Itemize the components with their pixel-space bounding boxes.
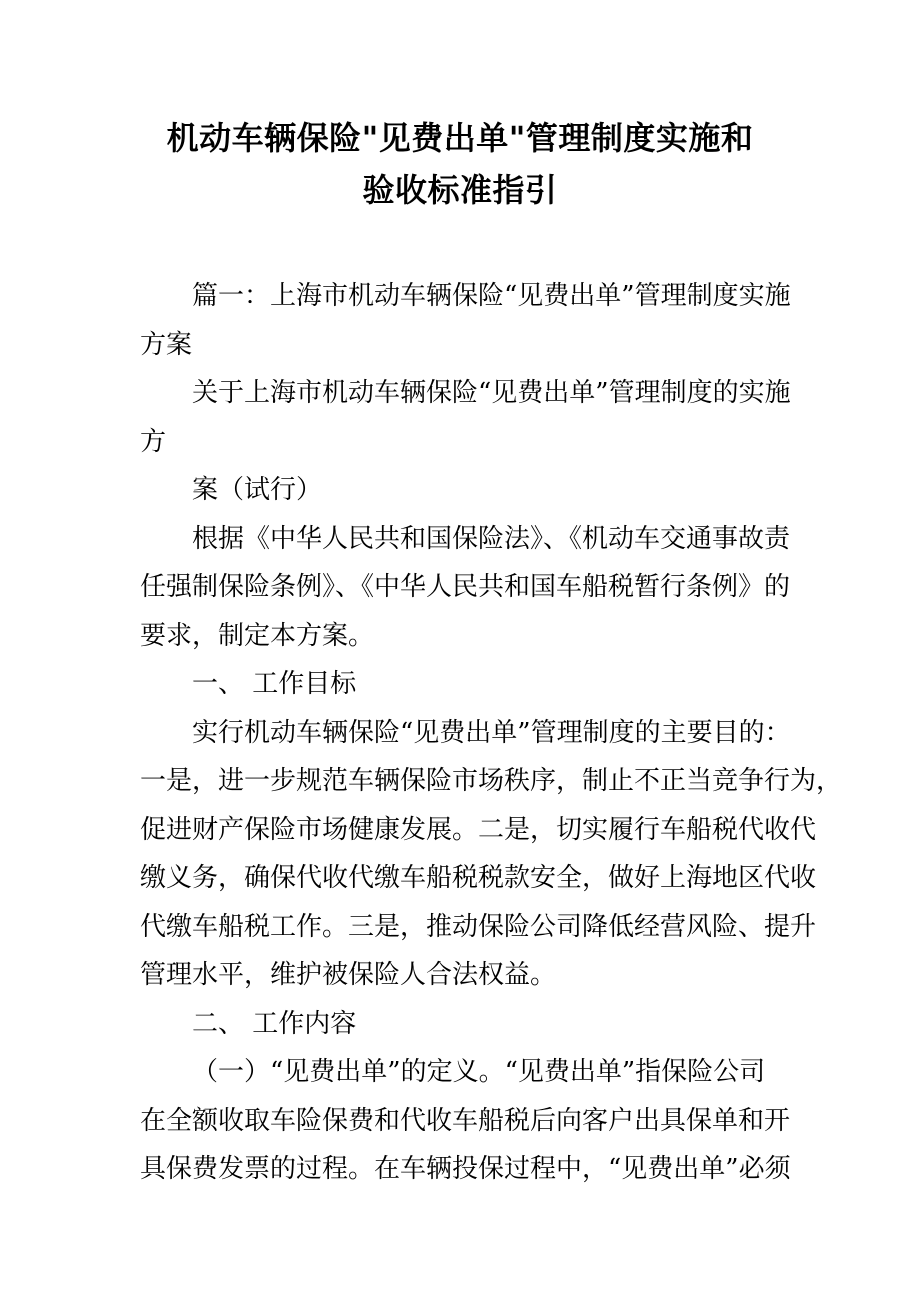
text-line: 具保费发票的过程。在车辆投保过程中，“见费出单”必须 bbox=[140, 1154, 791, 1184]
text-line: 篇一：上海市机动车辆保险“见费出单”管理制度实施 bbox=[192, 281, 791, 311]
text-line: 任强制保险条例》、《中华人民共和国车船税暂行条例》的 bbox=[140, 572, 791, 602]
text-line: 二、 工作内容 bbox=[192, 1008, 357, 1039]
text-line: 实行机动车辆保险“见费出单”管理制度的主要目的： bbox=[192, 717, 791, 748]
title-line-1: 机动车辆保险"见费出单"管理制度实施和 bbox=[166, 119, 754, 157]
text-line: 缴义务，确保代收代缴车船税税款安全，做好上海地区代收 bbox=[140, 863, 817, 893]
text-line: 方案 bbox=[140, 329, 193, 360]
text-line: 促进财产保险市场健康发展。二是，切实履行车船税代收代 bbox=[140, 814, 817, 845]
paragraph-4 bbox=[140, 515, 791, 661]
text-line: 在全额收取车险保费和代收车船税后向客户出具保单和开 bbox=[140, 1105, 791, 1136]
text-line: 关于上海市机动车辆保险“见费出单”管理制度的实施 bbox=[192, 378, 791, 408]
paragraph-6 bbox=[140, 1048, 791, 1194]
paragraph-1 bbox=[140, 272, 791, 369]
text-line: 代缴车船税工作。三是，推动保险公司降低经营风险、提升 bbox=[140, 911, 817, 942]
section-heading-1 bbox=[140, 660, 780, 709]
title-line-2: 验收标准指引 bbox=[362, 171, 558, 209]
document-body bbox=[140, 272, 843, 1194]
paragraph-5 bbox=[140, 709, 843, 1000]
paragraph-3 bbox=[140, 466, 780, 515]
text-line: 一是，进一步规范车辆保险市场秩序，制止不正当竞争行为， bbox=[140, 766, 843, 796]
text-line: 根据《中华人民共和国保险法》、《机动车交通事故责 bbox=[192, 523, 791, 554]
text-line: 案（试行） bbox=[192, 475, 323, 505]
text-line: 要求，制定本方案。 bbox=[140, 620, 375, 651]
text-line: （一）“见费出单”的定义。“见费出单”指保险公司 bbox=[192, 1057, 766, 1087]
section-heading-2 bbox=[140, 1000, 780, 1049]
text-line: 管理水平，维护被保险人合法权益。 bbox=[140, 960, 557, 990]
text-line: 一、 工作目标 bbox=[192, 669, 357, 699]
paragraph-2 bbox=[140, 369, 791, 466]
document-title bbox=[140, 112, 780, 216]
text-line: 方 bbox=[140, 426, 167, 457]
